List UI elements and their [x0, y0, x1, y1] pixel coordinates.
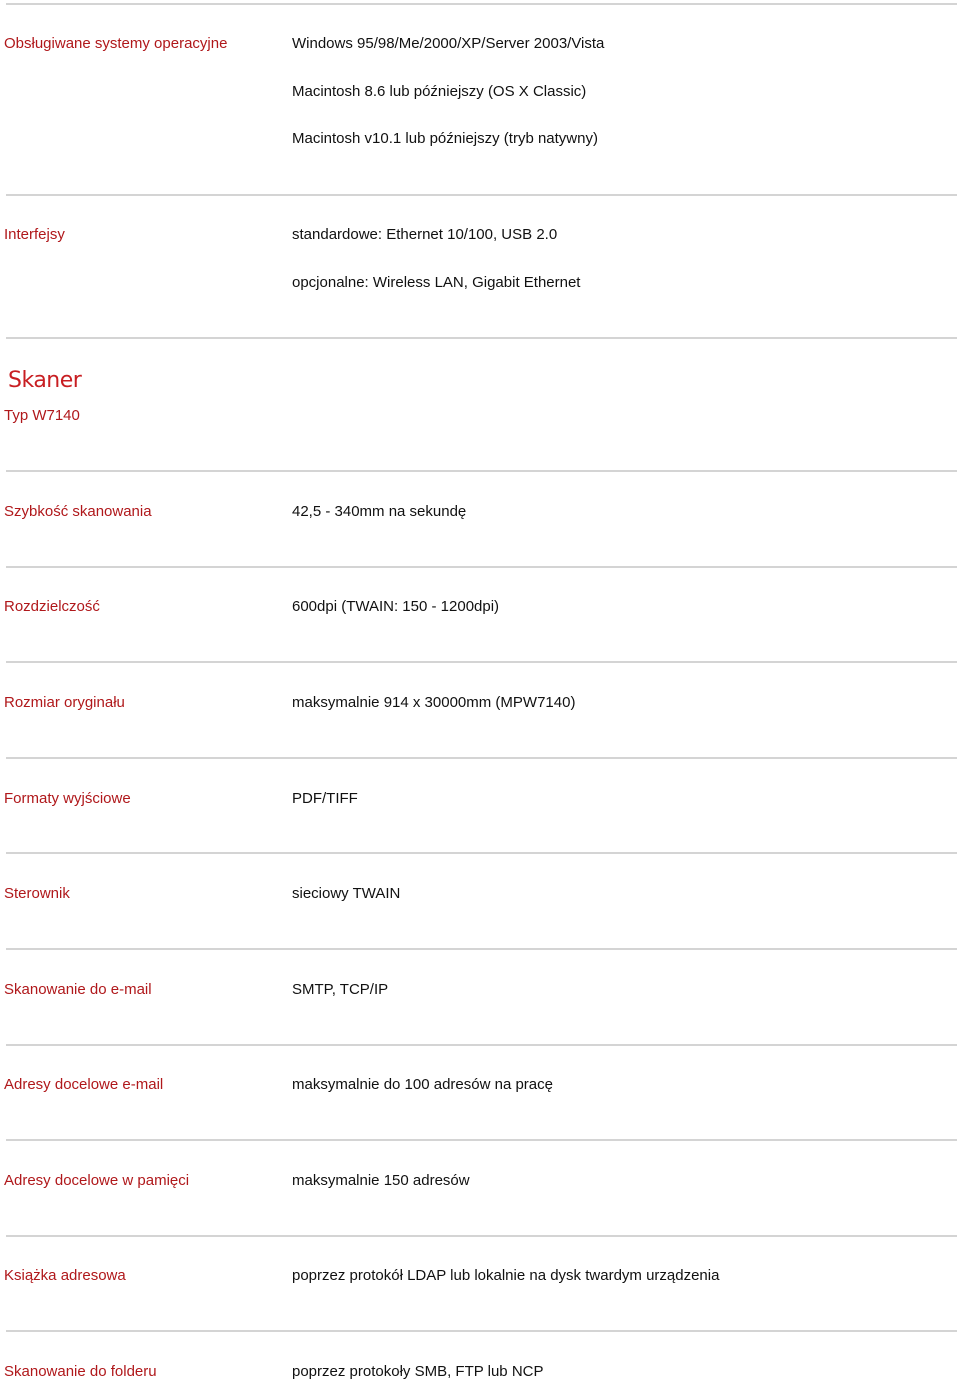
spec-value-output-formats: PDF/TIFF	[292, 790, 358, 807]
spec-label-memory-destinations: Adresy docelowe w pamięci	[4, 1172, 190, 1189]
spec-value-address-book: poprzez protokół LDAP lub lokalnie na dysk twardym urządzenia	[292, 1267, 720, 1284]
divider	[6, 1139, 957, 1141]
divider	[6, 1044, 957, 1046]
spec-value-scan-to-email: SMTP, TCP/IP	[292, 981, 389, 998]
spec-value-scan-to-folder: poprzez protokoły SMB, FTP lub NCP	[292, 1363, 544, 1380]
spec-label-scan-to-folder: Skanowanie do folderu	[4, 1363, 157, 1380]
spec-label-scan-to-email: Skanowanie do e-mail	[4, 981, 152, 998]
spec-label-resolution: Rozdzielczość	[4, 598, 100, 615]
divider	[6, 194, 957, 196]
divider	[6, 852, 957, 854]
divider	[6, 3, 957, 5]
spec-label-driver: Sterownik	[4, 885, 70, 902]
interfaces-value-optional: opcjonalne: Wireless LAN, Gigabit Ethernet	[292, 274, 581, 291]
section-title-scanner: Skaner	[8, 368, 82, 393]
divider	[6, 661, 957, 663]
os-value-mac-classic: Macintosh 8.6 lub późniejszy (OS X Classic)	[292, 83, 587, 100]
os-value-windows: Windows 95/98/Me/2000/XP/Server 2003/Vista	[292, 35, 605, 52]
scanner-type: Typ W7140	[4, 407, 80, 424]
spec-label-original-size: Rozmiar oryginału	[4, 694, 125, 711]
spec-value-memory-destinations: maksymalnie 150 adresów	[292, 1172, 470, 1189]
spec-value-scan-speed: 42,5 - 340mm na sekundę	[292, 503, 467, 520]
divider	[6, 566, 957, 568]
os-value-mac-native: Macintosh v10.1 lub późniejszy (tryb natywny)	[292, 130, 598, 147]
spec-value-email-destinations: maksymalnie do 100 adresów na pracę	[292, 1076, 553, 1093]
spec-label-address-book: Książka adresowa	[4, 1267, 126, 1284]
divider	[6, 470, 957, 472]
divider	[6, 757, 957, 759]
divider	[6, 1330, 957, 1332]
interfaces-value-standard: standardowe: Ethernet 10/100, USB 2.0	[292, 226, 558, 243]
spec-value-driver: sieciowy TWAIN	[292, 885, 401, 902]
spec-value-original-size: maksymalnie 914 x 30000mm (MPW7140)	[292, 694, 576, 711]
divider	[6, 1235, 957, 1237]
interfaces-label: Interfejsy	[4, 226, 65, 243]
spec-label-email-destinations: Adresy docelowe e-mail	[4, 1076, 164, 1093]
os-label: Obsługiwane systemy operacyjne	[4, 35, 228, 52]
divider	[6, 948, 957, 950]
divider	[6, 337, 957, 339]
spec-label-output-formats: Formaty wyjściowe	[4, 790, 131, 807]
spec-value-resolution: 600dpi (TWAIN: 150 - 1200dpi)	[292, 598, 500, 615]
spec-label-scan-speed: Szybkość skanowania	[4, 503, 152, 520]
